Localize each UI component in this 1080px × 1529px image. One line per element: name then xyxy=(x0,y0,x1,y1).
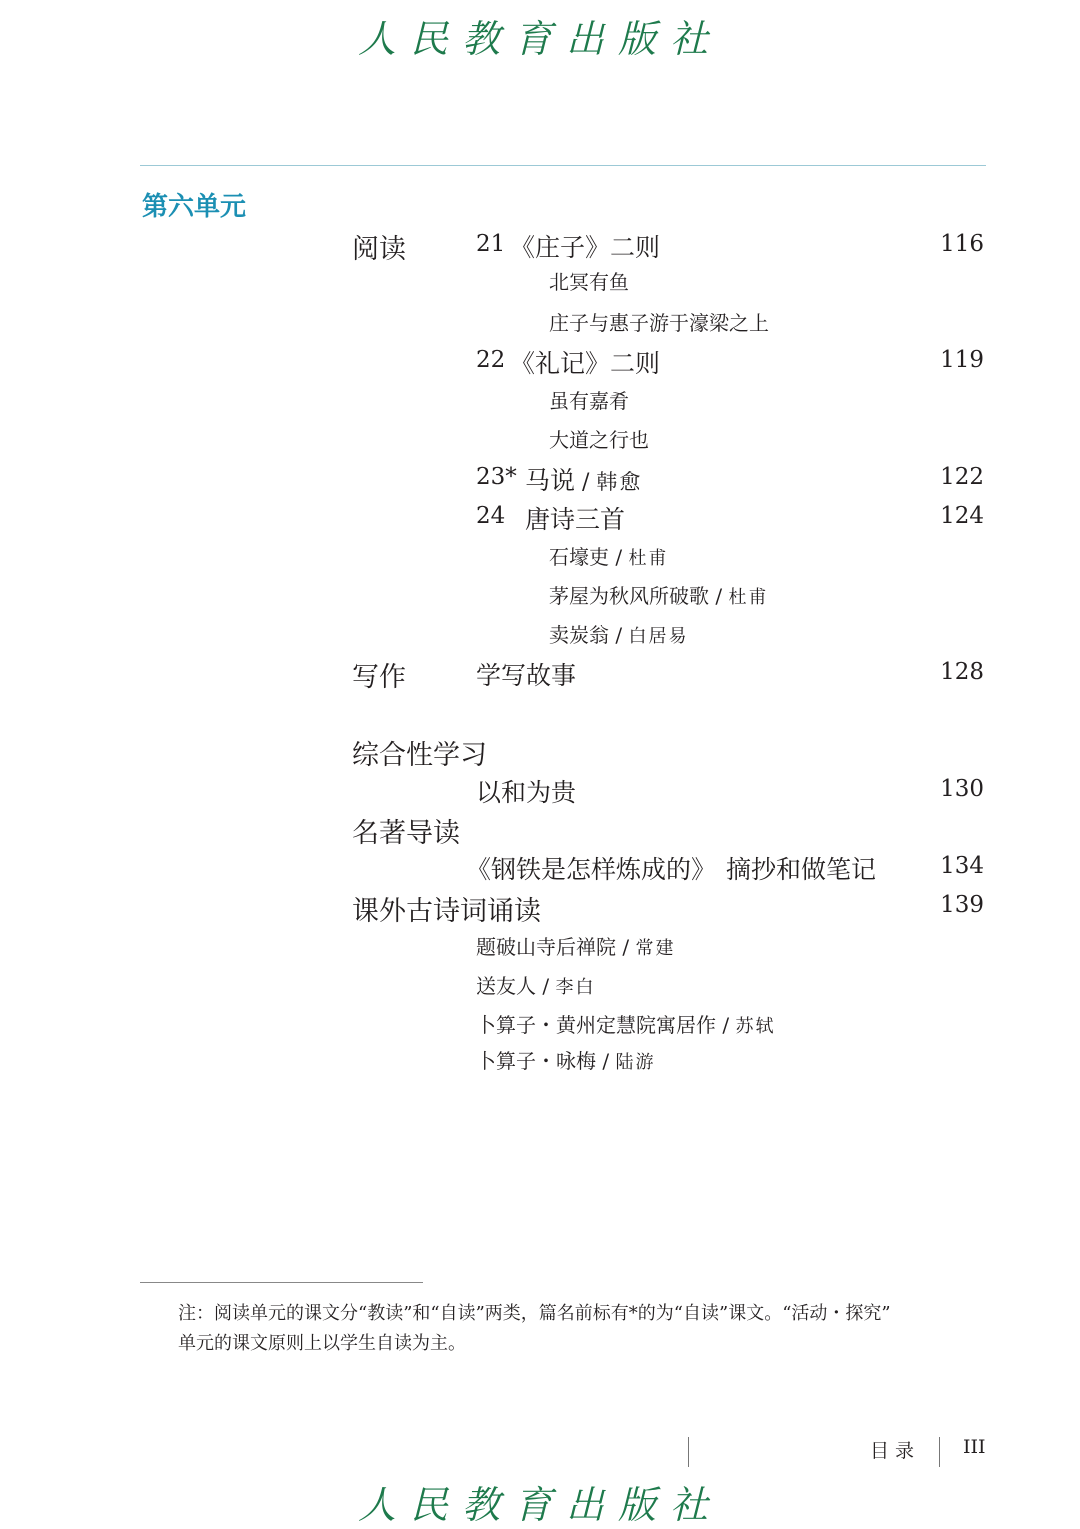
poem-author: 白居易 xyxy=(628,626,689,647)
page-number: 122 xyxy=(940,464,984,490)
footer-divider xyxy=(939,1437,940,1467)
poem-entry[interactable]: 送友人 / 李白 xyxy=(476,974,596,998)
sub-article[interactable]: 大道之行也 xyxy=(549,428,649,452)
sub-article[interactable]: 庄子与惠子游于濠梁之上 xyxy=(549,311,769,335)
lesson-title[interactable]: 《庄子》二则 xyxy=(510,233,661,262)
poem-entry[interactable]: 卜算子・黄州定慧院寓居作 / 苏轼 xyxy=(476,1013,776,1037)
poem-title: 卖炭翁 xyxy=(549,623,609,647)
section-label-writing: 写作 xyxy=(352,662,406,693)
footer-page-number: III xyxy=(963,1436,986,1458)
lesson-title[interactable]: 《礼记》二则 xyxy=(510,349,661,378)
page-number: 128 xyxy=(940,659,984,685)
poem-title: 卜算子・咏梅 xyxy=(476,1049,596,1073)
footer-section: 目 录 xyxy=(870,1440,915,1462)
poem-title: 送友人 xyxy=(476,974,536,998)
note-rule xyxy=(140,1282,423,1283)
sub-article[interactable]: 北冥有鱼 xyxy=(549,270,629,294)
lesson-number: 23* xyxy=(476,464,517,490)
lesson-title[interactable]: 唐诗三首 xyxy=(525,505,626,534)
page-number: 116 xyxy=(940,231,984,257)
writing-title[interactable]: 学写故事 xyxy=(476,661,577,690)
publisher-logo-top: 人民教育出版社 xyxy=(357,17,722,61)
page-number: 130 xyxy=(940,776,984,802)
classics-book[interactable]: 《钢铁是怎样炼成的》 xyxy=(466,855,717,884)
poem-title: 石壕吏 xyxy=(549,545,609,569)
section-label-reading: 阅读 xyxy=(352,234,406,265)
poem-title: 卜算子・黄州定慧院寓居作 xyxy=(476,1013,716,1037)
lesson-author: 韩愈 xyxy=(596,470,643,494)
footer-divider xyxy=(688,1437,689,1467)
header-rule xyxy=(140,165,986,166)
section-label-classics: 名著导读 xyxy=(352,818,460,849)
poem-author: 杜甫 xyxy=(628,548,669,569)
poem-author: 陆游 xyxy=(615,1052,656,1073)
classics-topic[interactable]: 摘抄和做笔记 xyxy=(726,855,877,884)
note-line-2: 单元的课文原则上以学生自读为主。 xyxy=(178,1333,466,1354)
lesson-title: 马说 xyxy=(525,466,576,495)
unit-title: 第六单元 xyxy=(142,192,247,222)
poem-entry[interactable]: 题破山寺后禅院 / 常建 xyxy=(476,935,676,959)
poem-title: 题破山寺后禅院 xyxy=(476,935,616,959)
page-number: 124 xyxy=(940,503,984,529)
lesson-number: 22 xyxy=(476,347,506,373)
poem-author: 常建 xyxy=(635,938,676,959)
poem-entry[interactable]: 茅屋为秋风所破歌 / 杜甫 xyxy=(549,584,769,608)
poem-author: 杜甫 xyxy=(728,587,769,608)
page-number: 139 xyxy=(940,892,984,918)
poem-author: 苏轼 xyxy=(735,1016,776,1037)
comprehensive-title[interactable]: 以和为贵 xyxy=(476,778,577,807)
page-number: 119 xyxy=(940,347,984,373)
note-line-1: 注：阅读单元的课文分“教读”和“自读”两类，篇名前标有*的为“自读”课文。“活动・探究” xyxy=(178,1303,891,1324)
section-label-ancient: 课外古诗词诵读 xyxy=(352,896,541,927)
page-number: 134 xyxy=(940,853,984,879)
lesson-number: 21 xyxy=(476,231,506,257)
lesson-title-line[interactable]: 马说 / 韩愈 xyxy=(525,466,643,495)
poem-entry[interactable]: 卖炭翁 / 白居易 xyxy=(549,623,689,647)
poem-author: 李白 xyxy=(555,977,596,998)
poem-entry[interactable]: 石壕吏 / 杜甫 xyxy=(549,545,669,569)
poem-title: 茅屋为秋风所破歌 xyxy=(549,584,709,608)
sub-article[interactable]: 虽有嘉肴 xyxy=(549,389,629,413)
section-label-comprehensive: 综合性学习 xyxy=(352,740,487,771)
poem-entry[interactable]: 卜算子・咏梅 / 陆游 xyxy=(476,1049,656,1073)
publisher-logo-bottom: 人民教育出版社 xyxy=(357,1483,722,1527)
lesson-number: 24 xyxy=(476,503,506,529)
